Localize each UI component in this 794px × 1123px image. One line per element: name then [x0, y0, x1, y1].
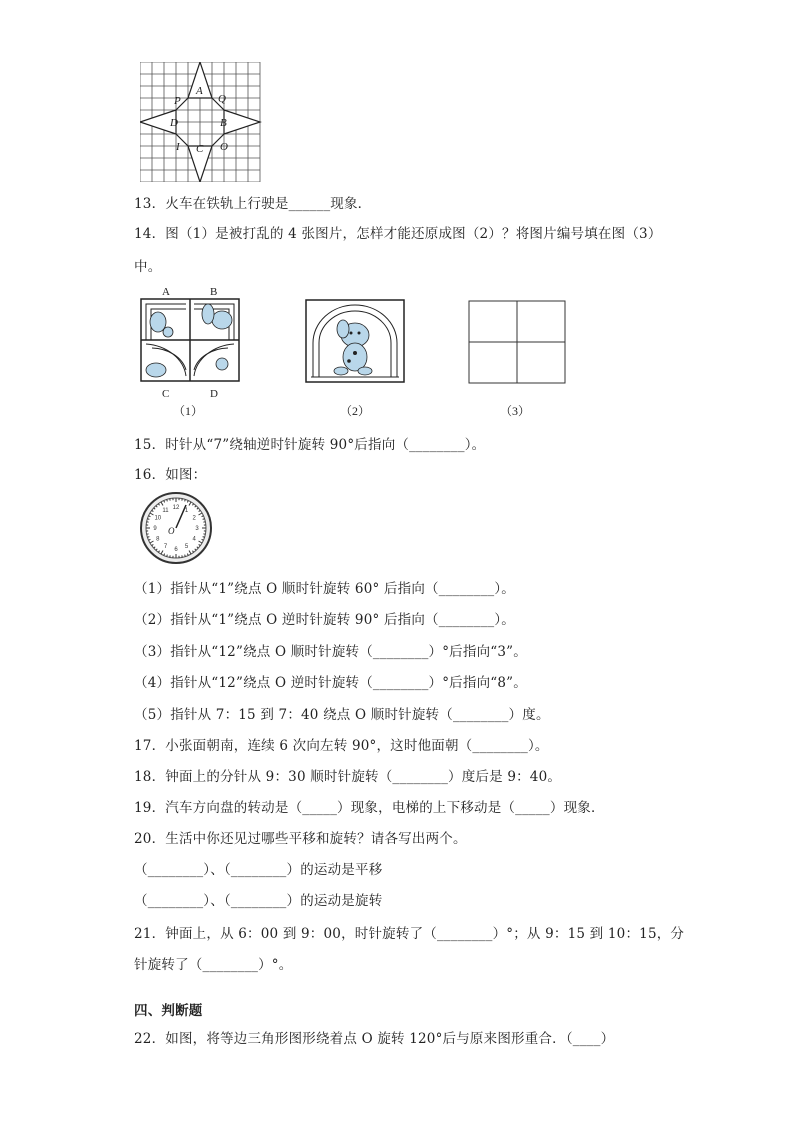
- clock-number: 4: [192, 536, 196, 543]
- clock-number: 12: [172, 505, 180, 511]
- question-21-line1: 21．钟面上，从 6：00 到 9：00，时针旋转了（________）°；从 9：15 到 10：15，分: [134, 926, 685, 942]
- question-20: 20．生活中你还见过哪些平移和旋转？请各写出两个。: [134, 831, 467, 847]
- clock-tick: [167, 499, 168, 501]
- puzzle-scrambled-figure: [138, 284, 248, 400]
- question-22: 22．如图，将等边三角形图形绕着点 O 旋转 120°后与原来图形重合．（____）: [134, 1031, 615, 1047]
- label-q: Q: [218, 93, 226, 105]
- label-o: O: [220, 141, 228, 153]
- question-16-1: （1）指针从“1”绕点 O 顺时针旋转 60° 后指向（________）。: [134, 581, 515, 597]
- clock-number: 2: [192, 515, 196, 522]
- star-grid-figure: [140, 62, 264, 182]
- puzzle-letter-b: B: [210, 286, 218, 298]
- puzzle-completed-figure: [305, 299, 405, 383]
- puzzle-answer-grid[interactable]: [468, 300, 566, 384]
- section-heading-judgment: 四、判断题: [134, 1003, 203, 1019]
- clock-number: 10: [154, 515, 162, 522]
- clock-tick: [147, 519, 149, 520]
- question-13: 13．火车在铁轨上行驶是______现象．: [134, 196, 372, 212]
- puzzle-letter-c: C: [162, 388, 170, 400]
- question-16-4: （4）指针从“12”绕点 O 逆时针旋转（________）°后指向“8”。: [134, 675, 527, 691]
- clock-icon: [139, 491, 213, 565]
- clock-tick: [167, 555, 168, 557]
- clock-number: 3: [195, 526, 199, 532]
- clock-tick: [147, 537, 149, 538]
- clock-center-label: O: [168, 526, 175, 536]
- question-16: 16．如图：: [134, 467, 207, 483]
- clock-number: 7: [163, 544, 168, 551]
- label-c: C: [196, 143, 204, 155]
- question-14-line2: 中。: [134, 259, 162, 275]
- clock-number: 6: [174, 547, 178, 553]
- question-18: 18．钟面上的分针从 9：30 顺时针旋转（________）度后是 9：40。: [134, 769, 562, 785]
- question-20-translation: （________）、（________）的运动是平移: [134, 862, 383, 878]
- clock-number: 8: [156, 536, 160, 543]
- puzzle-letter-a: A: [162, 286, 170, 298]
- label-a: A: [196, 85, 203, 97]
- clock-tick: [203, 537, 205, 538]
- clock-number: 9: [153, 526, 157, 532]
- question-16-5: （5）指针从 7：15 到 7：40 绕点 O 顺时针旋转（________）度。: [134, 707, 550, 723]
- clock-number: 5: [184, 544, 189, 551]
- question-19: 19．汽车方向盘的转动是（_____）现象，电梯的上下移动是（_____）现象．: [134, 800, 605, 816]
- clock-tick: [185, 555, 186, 557]
- question-21-line2: 针旋转了（________）°。: [134, 957, 293, 973]
- label-b: B: [220, 117, 227, 129]
- label-d: D: [170, 117, 178, 129]
- question-17: 17．小张面朝南，连续 6 次向左转 90°，这时他面朝（________）。: [134, 738, 549, 754]
- question-16-3: （3）指针从“12”绕点 O 顺时针旋转（________）°后指向“3”。: [134, 644, 527, 660]
- clock-number: 1: [184, 507, 189, 514]
- label-i: I: [176, 141, 180, 153]
- caption-3: （3）: [500, 404, 531, 418]
- caption-1: （1）: [173, 404, 204, 418]
- clock-number: 11: [162, 507, 169, 514]
- label-p: P: [174, 95, 181, 107]
- question-16-2: （2）指针从“1”绕点 O 逆时针旋转 90° 后指向（________）。: [134, 612, 515, 628]
- clock-tick: [203, 519, 205, 520]
- caption-2: （2）: [340, 404, 371, 418]
- clock-tick: [185, 499, 186, 501]
- puzzle-letter-d: D: [210, 388, 218, 400]
- question-20-rotation: （________）、（________）的运动是旋转: [134, 893, 383, 909]
- question-14-line1: 14．图（1）是被打乱的 4 张图片，怎样才能还原成图（2）？将图片编号填在图（3）: [134, 226, 662, 242]
- question-15: 15．时针从“7”绕轴逆时针旋转 90°后指向（________）。: [134, 437, 486, 453]
